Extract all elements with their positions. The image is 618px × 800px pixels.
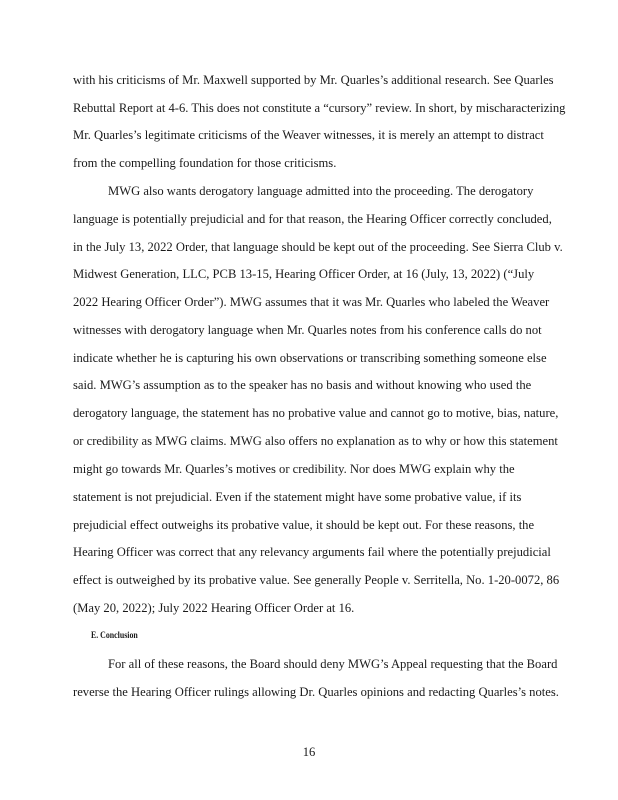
body-line: Mr. Quarles’s legitimate criticisms of the Weaver witnesses, it is merely an attempt to distract [73,128,544,142]
body-line: Rebuttal Report at 4-6. This does not constitute a “cursory” review. In short, by mischaracterizing [73,101,566,115]
body-line: from the compelling foundation for those criticisms. [73,156,337,170]
body-line: said. MWG’s assumption as to the speaker has no basis and without knowing who used the [73,378,532,392]
body-line: with his criticisms of Mr. Maxwell supported by Mr. Quarles’s additional research. See Quarles [73,73,554,87]
body-line: Midwest Generation, LLC, PCB 13-15, Hearing Officer Order, at 16 (July, 13, 2022) (“July [73,267,535,281]
body-line: (May 20, 2022); July 2022 Hearing Officer Order at 16. [73,601,355,615]
conclusion-line: reverse the Hearing Officer rulings allowing Dr. Quarles opinions and redacting Quarles’s notes. [73,685,559,699]
body-line: witnesses with derogatory language when Mr. Quarles notes from his conference calls do not [73,323,542,337]
body-line: statement is not prejudicial. Even if the statement might have some probative value, if its [73,490,522,504]
body-line: in the July 13, 2022 Order, that language should be kept out of the proceeding. See Sierra Club v. [73,240,563,254]
body-line: or credibility as MWG claims. MWG also offers no explanation as to why or how this statement [73,434,558,448]
body-line: might go towards Mr. Quarles’s motives or credibility. Nor does MWG explain why the [73,462,515,476]
conclusion-first-line: For all of these reasons, the Board should deny MWG’s Appeal requesting that the Board [108,657,558,671]
body-line: indicate whether he is capturing his own observations or transcribing something someone else [73,351,547,365]
section-heading: E. Conclusion [91,630,138,641]
body-line: language is potentially prejudicial and for that reason, the Hearing Officer correctly concluded, [73,212,552,226]
paragraph-first-line: MWG also wants derogatory language admitted into the proceeding. The derogatory [108,184,534,198]
body-line: effect is outweighed by its probative value. See generally People v. Serritella, No. 1-20-0072, 86 [73,573,560,587]
body-line: derogatory language, the statement has no probative value and cannot go to motive, bias, nature, [73,406,559,420]
page-number: 16 [302,745,316,759]
body-line: Hearing Officer was correct that any relevancy arguments fail where the potentially prejudicial [73,545,551,559]
body-line: prejudicial effect outweighs its probative value, it should be kept out. For these reasons, the [73,518,535,532]
body-line: 2022 Hearing Officer Order”). MWG assumes that it was Mr. Quarles who labeled the Weaver [73,295,550,309]
